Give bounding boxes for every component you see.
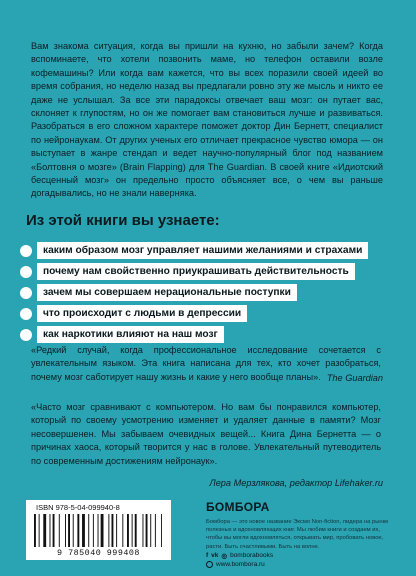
bullet-icon [20, 329, 32, 341]
learn-item [0, 324, 416, 345]
globe-icon [206, 561, 213, 568]
review-quote-guardian: «Редкий случай, когда профессиональное исследование сочетается с увлекательным языком. Эта книга написана для тех, кто хочет разобраться, почему мозг саботирует нашу жизнь и какие у него вообще планы». [31, 345, 381, 382]
publisher-description: Бомбора — это новое название Эксмо Non-fiction, лидера на рынке полезных и вдохновляющих книг. Мы любим книги и создаем их, чтобы вы могли вдохновляться, открывать мир, пробовать новое, расти. Быть счастливыми. Быть на волне. [206, 519, 389, 550]
bullet-icon [20, 245, 32, 257]
learn-item-text: почему нам свойственно приукрашивать действительность [37, 263, 355, 280]
facebook-icon: f [206, 552, 209, 559]
learn-list [0, 240, 416, 345]
review-source-lifehacker: Лера Мерзлякова, редактор Lifehaker.ru [209, 478, 383, 488]
learn-item [0, 261, 416, 282]
instagram-icon: ◎ [221, 552, 228, 560]
learn-item-text: как наркотики влияют на наш мозг [37, 326, 224, 343]
bullet-icon [20, 287, 32, 299]
learn-item [0, 303, 416, 324]
vk-icon: vk [211, 552, 219, 559]
review-quote-lifehacker: «Часто мозг сравнивают с компьютером. Но вам бы понравился компьютер, который по своему усмотрению изменяет и удаляет данные в памяти? Мозг несовершенен. Мы забываем очевидных вещей... Книга Дина Бернетта — о причинах хаоса, который творится у нас в голове. Увлекательный путеводитель по современным достижениям нейронаук». [31, 402, 381, 466]
barcode-digits: 9 785040 999408 [57, 548, 140, 558]
learn-item-text: каким образом мозг управляет нашими желаниями и страхами [37, 242, 368, 259]
isbn-label: ISBN 978-5-04-099940-8 [36, 503, 120, 512]
publisher-logo: БОМБОРА [206, 500, 270, 514]
site-link: www.bombora.ru [216, 561, 265, 568]
social-handle: bomborabooks [230, 552, 274, 559]
learn-title: Из этой книги вы узнаете: [26, 212, 220, 229]
review-source-guardian: The Guardian [326, 373, 383, 383]
intro-paragraph: Вам знакома ситуация, когда вы пришли на кухню, но забыли зачем? Когда вспоминаете, что хотели позвонить маме, но телефон оставили возле кофемашины? Или когда вам кажется, что вы всех поразили своей идеей во время собрания, но неделю назад вы предлагали ровно эту же мысль и никто ее даже не услышал. За все эти парадоксы отвечает ваш мозг: он путает вас, склоняет к глупостям, но он же помогает вам становиться лучше и развиваться. Разобраться в его сложном характере поможет доктор Дин Бернетт, специалист по нейронаукам. От других ученых его отличает прекрасное чувство юмора — он выступает в жанре стендап и ведет научно-популярный блог под названием «Болтовня о мозге» (Brain Flapping) для The Guardian. В своей книге «Идиотский бесценный мозг» он предельно просто объясняет все, о чем вы раньше догадывались, но не знали наверняка. [31, 41, 383, 199]
learn-item-text: зачем мы совершаем нерациональные поступки [37, 284, 297, 301]
barcode-bars-icon [34, 514, 162, 547]
learn-item [0, 282, 416, 303]
bullet-icon [20, 308, 32, 320]
bullet-icon [20, 266, 32, 278]
social-links [206, 551, 273, 560]
learn-item [0, 240, 416, 261]
learn-item-text: что происходит с людьми в депрессии [37, 305, 247, 322]
publisher-site [206, 561, 265, 568]
barcode [26, 500, 171, 560]
